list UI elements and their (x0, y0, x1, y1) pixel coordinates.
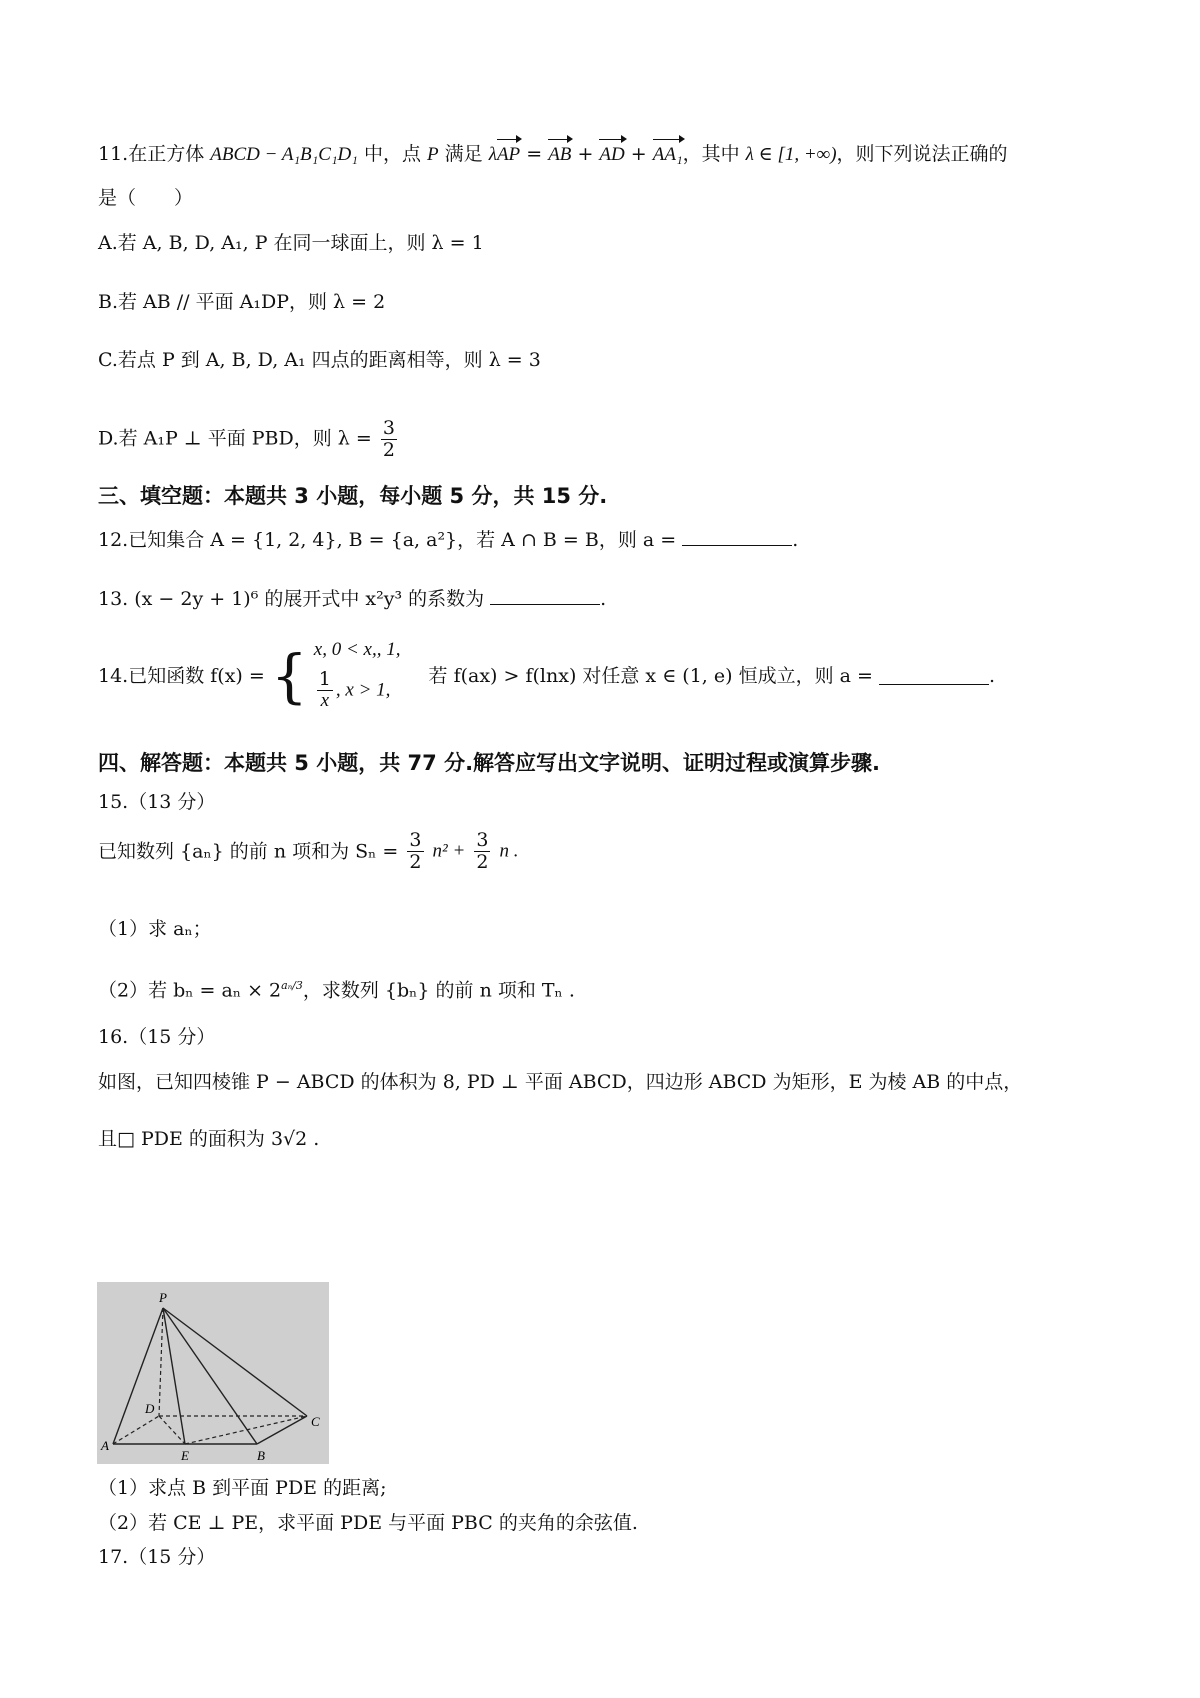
q14-case2 (314, 669, 401, 712)
piecewise-brace: { (270, 641, 308, 710)
q11-range: λ ∈ [1, +∞) (745, 144, 837, 165)
q12-text: 12.已知集合 A = {1, 2, 4}, B = {a, a²}，若 A ∩ B = B，则 a = (98, 529, 677, 551)
label-b: B (257, 1448, 265, 1463)
label-d: D (145, 1401, 155, 1416)
q14-end: . (988, 664, 995, 687)
q12-answer-blank (682, 527, 792, 546)
vector-ap: AP (497, 141, 520, 169)
q13-end: . (600, 588, 607, 610)
q11-option-b: B.若 AB // 平面 A₁DP，则 λ = 2 (98, 291, 386, 313)
q11-cond-text: 满足 (444, 143, 483, 165)
q11-eq: = (526, 143, 543, 165)
q16-heading: 16.（15 分） (98, 1026, 216, 1048)
q11-lambda: λ (488, 144, 497, 165)
vector-ad: AD (599, 141, 624, 169)
q11-plus1: + (577, 143, 594, 165)
q15-part2-exponent: aₙ/3 (281, 979, 303, 992)
fraction-denominator: x (320, 689, 330, 711)
q11-plus2: + (630, 143, 647, 165)
q14-cases (314, 640, 401, 712)
section-4-heading: 四、解答题：本题共 5 小题，共 77 分.解答应写出文字说明、证明过程或演算步骤. (98, 751, 881, 775)
q11-prefix: 11.在正方体 (98, 143, 205, 165)
fraction-numerator: 3 (382, 417, 395, 439)
q15-part1: （1）求 aₙ； (98, 918, 212, 940)
q14-case1: x, 0 < x,, 1, (313, 639, 401, 660)
q15-heading: 15.（13 分） (98, 791, 216, 813)
q11-cube: ABCD − A₁B₁C₁D₁ (210, 144, 358, 165)
q11-option-d (98, 418, 400, 461)
figure-background (97, 1282, 329, 1464)
q16-part2: （2）若 CE ⊥ PE，求平面 PDE 与平面 PBC 的夹角的余弦值. (98, 1512, 638, 1534)
label-e: E (181, 1448, 189, 1463)
q12-line (98, 526, 798, 554)
q13-line (98, 585, 606, 613)
q11-range-text: ，其中 (682, 143, 740, 165)
q11-mid: 中，点 (363, 143, 421, 165)
q13-answer-blank (490, 586, 600, 605)
q11-tail: ，则下列说法正确的 (836, 143, 1008, 165)
section-3-heading: 三、填空题：本题共 3 小题，每小题 5 分，共 15 分. (98, 484, 608, 508)
q13-text: 13. (x − 2y + 1)⁶ 的展开式中 x²y³ 的系数为 (98, 588, 485, 610)
q11-option-d-fraction (381, 418, 397, 461)
q15-stem-end: n . (499, 840, 519, 862)
fraction-denominator: 2 (382, 438, 395, 461)
label-c: C (311, 1414, 320, 1429)
q11-stem-line2: 是（ ） (98, 187, 194, 209)
q14-answer-blank (879, 666, 989, 685)
q16-stem-line2: 且□ PDE 的面积为 3√2 . (98, 1128, 320, 1150)
q15-fraction-2 (474, 830, 490, 873)
q15-stem-pre: 已知数列 {aₙ} 的前 n 项和为 Sₙ = (98, 840, 399, 863)
fraction-denominator: 2 (476, 850, 489, 873)
fraction-numerator: 3 (476, 829, 489, 851)
q17-heading: 17.（15 分） (98, 1546, 216, 1568)
q15-stem (98, 830, 519, 900)
vector-aa1: AA₁ (653, 141, 683, 169)
q11-option-d-text: D.若 A₁P ⊥ 平面 PBD，则 λ = (98, 427, 372, 450)
q14-line (98, 640, 995, 730)
q11-point-p: P (427, 144, 439, 165)
q12-end: . (792, 529, 799, 551)
q15-part2 (98, 972, 575, 1004)
pyramid-figure (97, 1282, 329, 1464)
fraction-numerator: 3 (409, 829, 422, 851)
q14-post: 若 f(ax) > f(lnx) 对任意 x ∈ (1, e) 恒成立，则 a = (428, 664, 873, 687)
fraction-denominator: 2 (409, 850, 422, 873)
label-p: P (159, 1290, 167, 1305)
q15-fraction-1 (407, 830, 423, 873)
vector-ab: AB (548, 141, 571, 169)
q15-mid: n² + (432, 840, 466, 862)
q16-stem-line1: 如图，已知四棱锥 P − ABCD 的体积为 8, PD ⊥ 平面 ABCD，四边形 ABCD 为矩形，E 为棱 AB 的中点， (98, 1071, 1023, 1093)
q14-case2-fraction (317, 669, 333, 712)
q11-option-a: A.若 A, B, D, A₁, P 在同一球面上，则 λ = 1 (98, 232, 484, 254)
q11-option-c: C.若点 P 到 A, B, D, A₁ 四点的距离相等，则 λ = 3 (98, 349, 541, 371)
q11-stem-line1 (98, 140, 1008, 169)
q15-part2-pre: （2）若 bₙ = aₙ × 2 (98, 979, 282, 1002)
q15-part2-post: ，求数列 {bₙ} 的前 n 项和 Tₙ . (302, 979, 575, 1002)
fraction-numerator: 1 (318, 667, 331, 690)
label-a: A (101, 1438, 109, 1453)
q16-part1: （1）求点 B 到平面 PDE 的距离; (98, 1477, 387, 1499)
q14-pre: 14.已知函数 f(x) = (98, 664, 265, 687)
q14-case2-cond: , x > 1, (335, 679, 391, 701)
